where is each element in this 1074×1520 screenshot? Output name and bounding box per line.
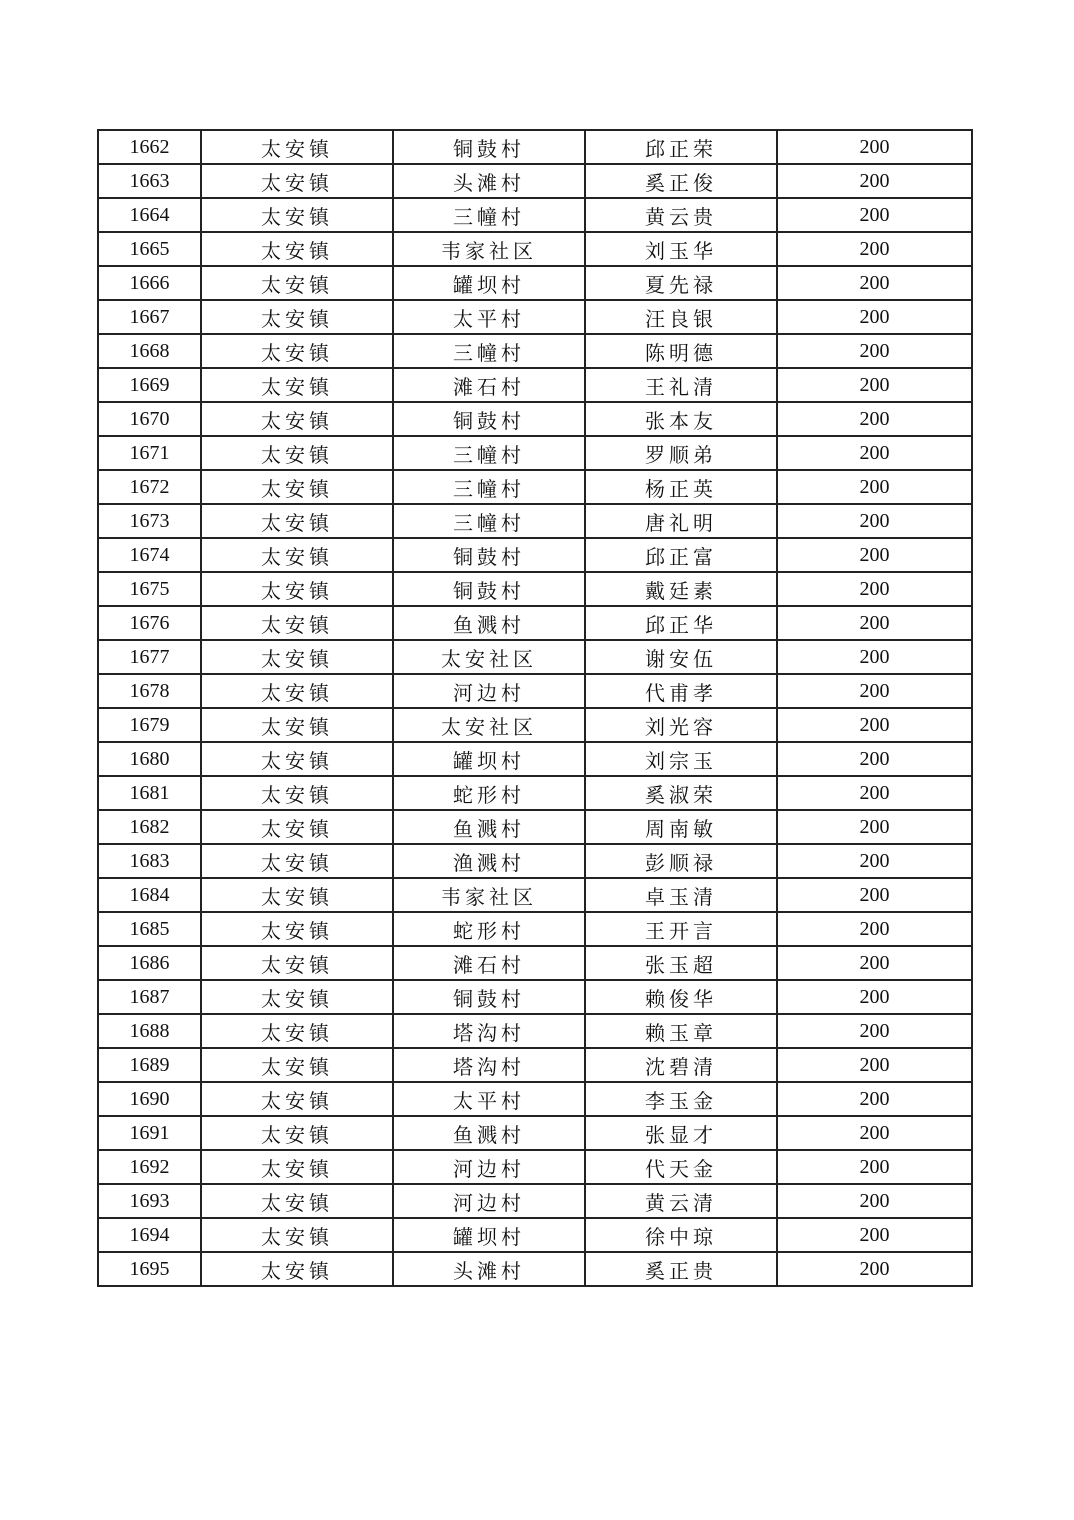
town-cell: 太安镇 (201, 742, 393, 776)
table-row (98, 674, 972, 708)
amount-cell: 200 (777, 980, 972, 1014)
serial-number-cell: 1684 (98, 878, 201, 912)
serial-number-cell: 1671 (98, 436, 201, 470)
town-cell: 太安镇 (201, 1048, 393, 1082)
village-cell: 太平村 (393, 300, 585, 334)
name-cell: 张显才 (585, 1116, 777, 1150)
town-cell: 太安镇 (201, 1082, 393, 1116)
town-cell: 太安镇 (201, 300, 393, 334)
name-cell: 奚淑荣 (585, 776, 777, 810)
town-cell: 太安镇 (201, 1184, 393, 1218)
amount-cell: 200 (777, 708, 972, 742)
village-cell: 鱼溅村 (393, 1116, 585, 1150)
amount-cell: 200 (777, 844, 972, 878)
name-cell: 赖俊华 (585, 980, 777, 1014)
table-row (98, 1116, 972, 1150)
village-cell: 三幢村 (393, 198, 585, 232)
serial-number-cell: 1666 (98, 266, 201, 300)
village-cell: 罐坝村 (393, 1218, 585, 1252)
town-cell: 太安镇 (201, 980, 393, 1014)
village-cell: 渔溅村 (393, 844, 585, 878)
name-cell: 谢安伍 (585, 640, 777, 674)
town-cell: 太安镇 (201, 402, 393, 436)
table-row (98, 1048, 972, 1082)
town-cell: 太安镇 (201, 232, 393, 266)
village-cell: 鱼溅村 (393, 606, 585, 640)
table-row (98, 878, 972, 912)
serial-number-cell: 1682 (98, 810, 201, 844)
name-cell: 刘光容 (585, 708, 777, 742)
table-row (98, 164, 972, 198)
serial-number-cell: 1692 (98, 1150, 201, 1184)
name-cell: 汪良银 (585, 300, 777, 334)
name-cell: 王开言 (585, 912, 777, 946)
village-cell: 罐坝村 (393, 266, 585, 300)
table-row (98, 504, 972, 538)
table-row (98, 572, 972, 606)
town-cell: 太安镇 (201, 538, 393, 572)
serial-number-cell: 1664 (98, 198, 201, 232)
village-cell: 铜鼓村 (393, 538, 585, 572)
amount-cell: 200 (777, 266, 972, 300)
amount-cell: 200 (777, 198, 972, 232)
name-cell: 邱正华 (585, 606, 777, 640)
village-cell: 塔沟村 (393, 1048, 585, 1082)
town-cell: 太安镇 (201, 946, 393, 980)
serial-number-cell: 1683 (98, 844, 201, 878)
town-cell: 太安镇 (201, 436, 393, 470)
table-row (98, 844, 972, 878)
name-cell: 徐中琼 (585, 1218, 777, 1252)
amount-cell: 200 (777, 470, 972, 504)
amount-cell: 200 (777, 334, 972, 368)
village-cell: 太安社区 (393, 640, 585, 674)
table-row (98, 1014, 972, 1048)
table-row (98, 130, 972, 164)
table-row (98, 1150, 972, 1184)
serial-number-cell: 1674 (98, 538, 201, 572)
village-cell: 铜鼓村 (393, 572, 585, 606)
name-cell: 陈明德 (585, 334, 777, 368)
serial-number-cell: 1681 (98, 776, 201, 810)
amount-cell: 200 (777, 572, 972, 606)
amount-cell: 200 (777, 1082, 972, 1116)
amount-cell: 200 (777, 232, 972, 266)
village-cell: 三幢村 (393, 470, 585, 504)
amount-cell: 200 (777, 164, 972, 198)
table-row (98, 1218, 972, 1252)
amount-cell: 200 (777, 742, 972, 776)
village-cell: 头滩村 (393, 1252, 585, 1286)
amount-cell: 200 (777, 1252, 972, 1286)
name-cell: 卓玉清 (585, 878, 777, 912)
serial-number-cell: 1675 (98, 572, 201, 606)
amount-cell: 200 (777, 504, 972, 538)
table-row (98, 980, 972, 1014)
amount-cell: 200 (777, 300, 972, 334)
amount-cell: 200 (777, 946, 972, 980)
serial-number-cell: 1685 (98, 912, 201, 946)
table-row (98, 266, 972, 300)
serial-number-cell: 1695 (98, 1252, 201, 1286)
amount-cell: 200 (777, 1184, 972, 1218)
amount-cell: 200 (777, 1150, 972, 1184)
serial-number-cell: 1670 (98, 402, 201, 436)
town-cell: 太安镇 (201, 1252, 393, 1286)
name-cell: 张本友 (585, 402, 777, 436)
name-cell: 邱正富 (585, 538, 777, 572)
serial-number-cell: 1676 (98, 606, 201, 640)
serial-number-cell: 1678 (98, 674, 201, 708)
table-row (98, 436, 972, 470)
serial-number-cell: 1673 (98, 504, 201, 538)
serial-number-cell: 1687 (98, 980, 201, 1014)
name-cell: 刘玉华 (585, 232, 777, 266)
village-cell: 韦家社区 (393, 232, 585, 266)
serial-number-cell: 1663 (98, 164, 201, 198)
name-cell: 奚正贵 (585, 1252, 777, 1286)
table-row (98, 300, 972, 334)
name-cell: 王礼清 (585, 368, 777, 402)
town-cell: 太安镇 (201, 640, 393, 674)
town-cell: 太安镇 (201, 198, 393, 232)
town-cell: 太安镇 (201, 878, 393, 912)
town-cell: 太安镇 (201, 1014, 393, 1048)
village-cell: 河边村 (393, 1184, 585, 1218)
village-cell: 三幢村 (393, 334, 585, 368)
table-row (98, 538, 972, 572)
village-cell: 蛇形村 (393, 776, 585, 810)
table-row (98, 1184, 972, 1218)
name-cell: 代天金 (585, 1150, 777, 1184)
serial-number-cell: 1689 (98, 1048, 201, 1082)
town-cell: 太安镇 (201, 368, 393, 402)
town-cell: 太安镇 (201, 164, 393, 198)
amount-cell: 200 (777, 368, 972, 402)
town-cell: 太安镇 (201, 606, 393, 640)
village-cell: 头滩村 (393, 164, 585, 198)
table-row (98, 946, 972, 980)
town-cell: 太安镇 (201, 674, 393, 708)
town-cell: 太安镇 (201, 572, 393, 606)
town-cell: 太安镇 (201, 708, 393, 742)
name-cell: 李玉金 (585, 1082, 777, 1116)
amount-cell: 200 (777, 402, 972, 436)
serial-number-cell: 1693 (98, 1184, 201, 1218)
name-cell: 邱正荣 (585, 130, 777, 164)
village-cell: 塔沟村 (393, 1014, 585, 1048)
village-cell: 铜鼓村 (393, 402, 585, 436)
amount-cell: 200 (777, 1014, 972, 1048)
village-cell: 罐坝村 (393, 742, 585, 776)
amount-cell: 200 (777, 606, 972, 640)
name-cell: 唐礼明 (585, 504, 777, 538)
table-row (98, 232, 972, 266)
village-cell: 铜鼓村 (393, 980, 585, 1014)
name-cell: 刘宗玉 (585, 742, 777, 776)
name-cell: 代甫孝 (585, 674, 777, 708)
amount-cell: 200 (777, 674, 972, 708)
town-cell: 太安镇 (201, 470, 393, 504)
serial-number-cell: 1668 (98, 334, 201, 368)
table-body (98, 130, 972, 1286)
amount-cell: 200 (777, 538, 972, 572)
table-row (98, 1252, 972, 1286)
serial-number-cell: 1690 (98, 1082, 201, 1116)
table-row (98, 708, 972, 742)
table-row (98, 810, 972, 844)
serial-number-cell: 1686 (98, 946, 201, 980)
table-row (98, 776, 972, 810)
serial-number-cell: 1680 (98, 742, 201, 776)
table-row (98, 334, 972, 368)
serial-number-cell: 1669 (98, 368, 201, 402)
town-cell: 太安镇 (201, 912, 393, 946)
amount-cell: 200 (777, 776, 972, 810)
serial-number-cell: 1677 (98, 640, 201, 674)
name-cell: 周南敏 (585, 810, 777, 844)
name-cell: 张玉超 (585, 946, 777, 980)
name-cell: 罗顺弟 (585, 436, 777, 470)
name-cell: 杨正英 (585, 470, 777, 504)
table-row (98, 198, 972, 232)
name-cell: 黄云贵 (585, 198, 777, 232)
village-cell: 铜鼓村 (393, 130, 585, 164)
amount-cell: 200 (777, 912, 972, 946)
village-cell: 滩石村 (393, 946, 585, 980)
village-cell: 三幢村 (393, 504, 585, 538)
village-cell: 鱼溅村 (393, 810, 585, 844)
serial-number-cell: 1665 (98, 232, 201, 266)
table-row (98, 640, 972, 674)
name-cell: 彭顺禄 (585, 844, 777, 878)
serial-number-cell: 1691 (98, 1116, 201, 1150)
amount-cell: 200 (777, 640, 972, 674)
town-cell: 太安镇 (201, 844, 393, 878)
amount-cell: 200 (777, 878, 972, 912)
subsidy-list-table (97, 129, 973, 1287)
name-cell: 奚正俊 (585, 164, 777, 198)
serial-number-cell: 1694 (98, 1218, 201, 1252)
town-cell: 太安镇 (201, 1116, 393, 1150)
town-cell: 太安镇 (201, 1218, 393, 1252)
serial-number-cell: 1688 (98, 1014, 201, 1048)
amount-cell: 200 (777, 1218, 972, 1252)
serial-number-cell: 1679 (98, 708, 201, 742)
table-row (98, 742, 972, 776)
village-cell: 滩石村 (393, 368, 585, 402)
amount-cell: 200 (777, 436, 972, 470)
village-cell: 韦家社区 (393, 878, 585, 912)
table-row (98, 912, 972, 946)
town-cell: 太安镇 (201, 504, 393, 538)
name-cell: 夏先禄 (585, 266, 777, 300)
name-cell: 沈碧清 (585, 1048, 777, 1082)
town-cell: 太安镇 (201, 1150, 393, 1184)
table-row (98, 606, 972, 640)
village-cell: 三幢村 (393, 436, 585, 470)
town-cell: 太安镇 (201, 334, 393, 368)
amount-cell: 200 (777, 1048, 972, 1082)
town-cell: 太安镇 (201, 810, 393, 844)
town-cell: 太安镇 (201, 266, 393, 300)
village-cell: 太平村 (393, 1082, 585, 1116)
serial-number-cell: 1672 (98, 470, 201, 504)
name-cell: 黄云清 (585, 1184, 777, 1218)
name-cell: 赖玉章 (585, 1014, 777, 1048)
table-row (98, 1082, 972, 1116)
amount-cell: 200 (777, 130, 972, 164)
amount-cell: 200 (777, 1116, 972, 1150)
table-row (98, 402, 972, 436)
serial-number-cell: 1662 (98, 130, 201, 164)
amount-cell: 200 (777, 810, 972, 844)
serial-number-cell: 1667 (98, 300, 201, 334)
table-row (98, 470, 972, 504)
town-cell: 太安镇 (201, 130, 393, 164)
name-cell: 戴廷素 (585, 572, 777, 606)
village-cell: 蛇形村 (393, 912, 585, 946)
village-cell: 太安社区 (393, 708, 585, 742)
table-row (98, 368, 972, 402)
village-cell: 河边村 (393, 1150, 585, 1184)
village-cell: 河边村 (393, 674, 585, 708)
town-cell: 太安镇 (201, 776, 393, 810)
